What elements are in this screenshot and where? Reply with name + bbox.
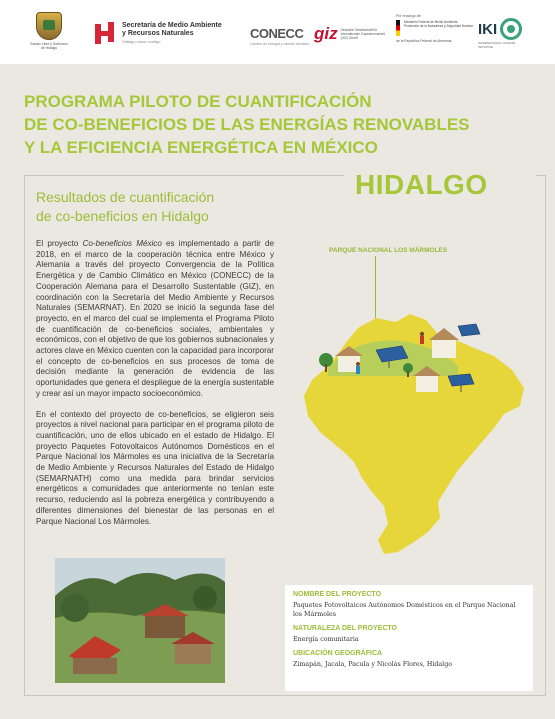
project-nature-value: Energía comunitaria <box>293 636 359 643</box>
iki-logo <box>478 18 522 49</box>
paragraph-1-rest: es implementado a partir de 2018, en el marco de la cooperación técnica entre México y Alemania a través del proyecto Convergencia de la Política Energética y de Cambio Climático en México (CONECC) de la Cooperación Alemana para el Desarrollo Sustentable (GIZ), en coordinación con la Secretaría del Medio Ambiente y Recursos Naturales (SEMARNAT). En 2020 se inició la segunda fase del proyecto, en el marco del cual se implementa el Programa Piloto de cuantificación de co-beneficios sociales, ambientales y económicos, con el objetivo de que los gobiernos subnacionales y actores clave en México cuenten con la capacidad para incorporar el concepto de co-beneficios en sus procesos de toma de decisión mediante la generación de evidencia de las oportunidades que genera el despliegue de la energía sustentable y crear así un mayor impacto socioeconómico. <box>36 239 275 398</box>
german-flag-icon <box>396 20 400 36</box>
semarnath-logo <box>95 22 222 44</box>
paragraph-1 <box>36 239 274 400</box>
section-heading-line-1: Resultados de cuantificación <box>36 189 215 205</box>
hidalgo-logo-caption: Estado Libre y Soberano de Hidalgo <box>30 42 68 50</box>
frame-right-rule <box>545 175 546 695</box>
logo-header <box>0 0 555 64</box>
project-name-value: Paquetes Fotovoltaicos Autónomos Domésticos en el Parque Nacional los Mármoles <box>293 602 516 618</box>
project-location-value: Zimapán, Jacala, Pacula y Nicolás Flores, Hidalgo <box>293 661 453 668</box>
bmu-logo <box>396 14 474 43</box>
conecc-subtitle: Cambio de energía y cambio climático <box>250 42 310 46</box>
project-name-label: NOMBRE DEL PROYECTO <box>293 591 382 598</box>
paragraph-2: En el contexto del proyecto de co-beneficios, se eligieron seis proyectos a nivel nacional para participar en el programa piloto de cuantificación, uno de ellos ubicado en el estado de Hidalgo. El proyecto Paquetes Fotovoltaicos Autónomos Domésticos en el Parque Nacional los Mármoles es una iniciativa de la Secretaría de Medio Ambiente y Recursos Naturales del Estado de Hidalgo (SEMARNATH) como una medida para brindar servicios energéticos a comunidades que anteriormente no tenían este recurso, reduciendo así la pobreza energética y contribuyendo a diferentes dimensiones del bienestar de las personas en el Parque Nacional Los Mármoles. <box>36 409 274 526</box>
giz-subtitle: Deutsche Gesellschaft für Internationale Zusammenarbeit (GIZ) GmbH <box>340 28 385 40</box>
title-line-3: Y LA EFICIENCIA ENERGÉTICA EN MÉXICO <box>24 138 378 157</box>
iki-circle-icon <box>500 18 522 40</box>
person-icon <box>420 332 424 344</box>
section-heading-line-2: de co-beneficios en Hidalgo <box>36 208 209 224</box>
bmu-commission-label: Por encargo de: <box>396 14 422 18</box>
frame-bottom-rule <box>24 695 546 696</box>
paragraph-1-start: El proyecto <box>36 239 83 248</box>
project-info-box <box>285 585 533 691</box>
solar-panel-icon <box>458 324 480 336</box>
frame-top-rule-left <box>24 175 344 176</box>
page-title <box>24 90 494 159</box>
giz-wordmark: giz <box>314 24 338 43</box>
conecc-logo <box>250 26 310 46</box>
iki-wordmark: IKI <box>478 20 498 38</box>
section-heading <box>36 188 286 226</box>
state-name: HIDALGO <box>355 169 488 200</box>
bmu-country: de la República Federal de Alemania <box>396 39 452 43</box>
hidalgo-state-logo <box>28 12 70 50</box>
title-line-1: PROGRAMA PILOTO DE CUANTIFICACIÓN <box>24 92 372 111</box>
paragraph-1-emphasis: Co-beneficios México <box>82 239 162 248</box>
map-location-label: PARQUE NACIONAL LOS MÁRMOLES <box>329 247 448 254</box>
person-icon <box>356 362 360 374</box>
hidalgo-map <box>298 256 543 566</box>
iki-subtitle: INTERNATIONAL CLIMATE INITIATIVE <box>478 41 516 49</box>
frame-left-rule <box>24 175 25 695</box>
hidalgo-crest-icon <box>36 12 62 40</box>
body-text <box>36 239 274 537</box>
semarnath-h-icon <box>95 22 117 44</box>
giz-logo <box>314 24 389 44</box>
bmu-ministry-name: Ministerio Federal de Medio Ambiente, Protección de la Naturaleza y Seguridad Nuclear <box>404 20 473 28</box>
project-location-label: UBICACIÓN GEOGRÁFICA <box>293 650 383 657</box>
semarnath-subtitle: Hidalgo crece contigo <box>122 39 161 44</box>
semarnath-title-2: y Recursos Naturales <box>122 30 194 37</box>
semarnath-title-1: Secretaría de Medio Ambiente <box>122 22 222 29</box>
project-nature-label: NATURALEZA DEL PROYECTO <box>293 625 397 632</box>
project-photo <box>55 558 225 683</box>
title-line-2: DE CO-BENEFICIOS DE LAS ENERGÍAS RENOVABLES <box>24 115 470 134</box>
conecc-wordmark: CONECC <box>250 26 304 41</box>
